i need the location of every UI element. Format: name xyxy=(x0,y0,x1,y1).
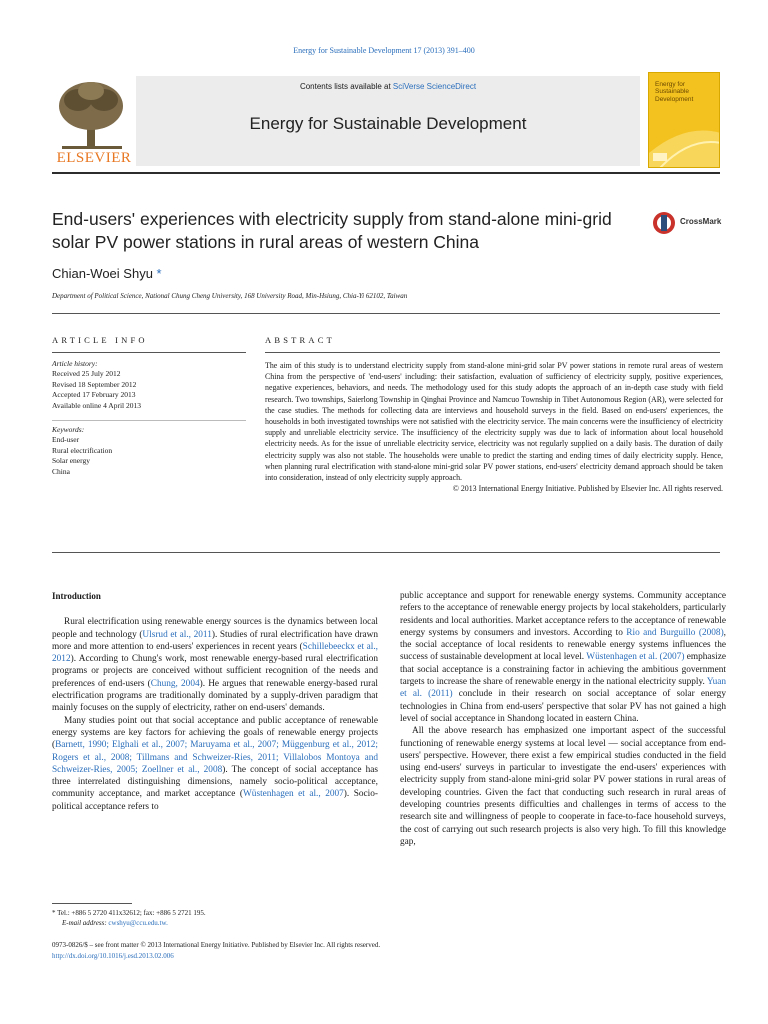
history-online: Available online 4 April 2013 xyxy=(52,400,142,410)
paper-title: End-users' experiences with electricity supply from stand-alone mini-grid solar PV power stations in rural areas of western China xyxy=(52,209,612,252)
abstract-body xyxy=(265,360,723,494)
keyword-item: China xyxy=(52,466,70,476)
citation-link[interactable]: Schillebeeckx et al., 2012 xyxy=(52,641,378,665)
citation-link[interactable]: Rio and Burguillo (2008) xyxy=(626,627,724,638)
body-paragraph: Many studies point out that social acceptance and public acceptance of renewable energy systems are key factors for achieving the goals of renewable energy projects (Barnett, 1990; Elghali et al., 2007; Maruyama et al., 2007; Müggenburg et al., 2012; Rogers et al., 2008; Tillmans and Schweizer-Ries, 2011; Villalobos Montoya and Schweizer-Ries, 2005; Zoellner et al., 2008). The concept of social acceptance has three interrelated distinguishing dimensions, namely socio-political acceptance, community acceptance, and market acceptance (Wüstenhagen et al., 2007). Socio-political acceptance refers to xyxy=(52,715,378,812)
journal-title[interactable]: Energy for Sustainable Development xyxy=(249,114,527,133)
header-rule xyxy=(52,172,720,174)
body-paragraph: All the above research has emphasized one important aspect of the successful functioning of renewable energy systems at local level — social acceptance from end-users' perspective. However, there exist a few empirical studies conducted in the field using end-users' surveys in particular to investigate the end-users' experiences with electricity supply from stand-alone mini-grid solar PV power stations in rural areas of developing countries. Given the fact that conducting such research in rural areas of developing countries presents difficulties and challenges in terms of access to the research site and willingness of people to cooperate in face-to-face household surveys, the cost of carrying out such research projects is also very high. To fill this knowledge gap, xyxy=(400,726,726,847)
abstract-copyright: © 2013 International Energy Initiative. Published by Elsevier Inc. All rights reserved. xyxy=(452,484,723,494)
author-footnote xyxy=(52,908,378,928)
author-email-link[interactable]: cwshyu@ccu.edu.tw. xyxy=(108,919,168,927)
history-label: Article history: xyxy=(52,359,98,368)
journal-cover-thumbnail[interactable] xyxy=(648,72,720,168)
citation-link[interactable]: Wüstenhagen et al., 2007 xyxy=(243,789,344,800)
corresponding-author-mark[interactable]: * xyxy=(156,266,162,281)
body-column-left xyxy=(52,590,378,813)
crossmark-icon xyxy=(652,209,676,237)
author-name: Chian-Woei Shyu xyxy=(52,266,153,281)
history-accepted: Accepted 17 February 2013 xyxy=(52,390,136,400)
article-history xyxy=(52,359,246,411)
body-paragraph: Rural electrification using renewable energy sources is the dynamics between local people and technology (Ulsrud et al., 2011). Studies of rural electrification have drawn more and more attention to end-users' experiences in recent years (Schillebeeckx et al., 2012). According to Chung's work, most renewable energy-based rural electrification programs or projects are conceived without sufficient recognition of the needs and preferences of end-users (Chung, 2004). He argues that renewable energy-based rural electrification programs are traditionally dominated by a supply-driven paradigm that mainly focuses on the supply of electricity, rather on end-users' demands. xyxy=(52,617,378,714)
article-info-heading: ARTICLE INFO xyxy=(52,335,148,345)
journal-citation[interactable]: Energy for Sustainable Development 17 (2013) 391–400 xyxy=(293,46,475,55)
email-label: E-mail address: xyxy=(62,919,109,927)
issn-line: 0973-0826/$ – see front matter © 2013 International Energy Initiative. Published by Elsevier Inc. All rights reserved. xyxy=(52,941,381,949)
citation-link[interactable]: Ulsrud et al., 2011 xyxy=(142,629,212,640)
footnote-rule xyxy=(52,903,132,904)
article-info-rule xyxy=(52,352,246,353)
history-received: Received 25 July 2012 xyxy=(52,369,121,379)
introduction-heading: Introduction xyxy=(52,591,101,601)
citation-link[interactable]: Wüstenhagen et al. (2007) xyxy=(586,652,685,663)
keywords-label: Keywords: xyxy=(52,425,85,434)
section-rule xyxy=(52,313,720,314)
front-matter xyxy=(52,940,720,962)
doi-link[interactable]: http://dx.doi.org/10.1016/j.esd.2013.02.006 xyxy=(52,952,174,960)
citation-link[interactable]: Chung, 2004 xyxy=(150,678,200,689)
info-divider xyxy=(52,420,246,421)
citation-link[interactable]: Barnett, 1990; Elghali et al., 2007; Maruyama et al., 2007; Müggenburg et al., 2012; Rogers et al., 2008; Tillmans and Schweizer-Ries, 2011; Villalobos Montoya and Schweizer-Ries, 2005; Zoellner et al., 2008 xyxy=(52,740,378,775)
affiliation: Department of Political Science, National Chung Cheng University, 168 University Road, Min-Hsiung, Chia-Yi 62102, Taiwan xyxy=(52,292,408,300)
body-paragraph: public acceptance and support for renewable energy systems. Community acceptance refers to the acceptance of renewable energy projects by local stakeholders, particularly residents and local authorities. Market acceptance refers to the acceptance of renewable energy systems by consumers and investors. According to Rio and Burguillo (2008), the social acceptance of local residents to renewable energy systems influences the success of sustainable development at local level. Wüstenhagen et al. (2007) emphasize that social acceptance is a constraining factor in achieving the ambitious government targets to increase the share of renewable energy in the national electricity supply. Yuan et al. (2011) conclude in their research on social acceptance of solar energy technologies in China from end-users' perspective that solar PV has not gained a high level of social acceptance in Shandong located in eastern China. xyxy=(400,591,726,724)
contents-line xyxy=(136,82,640,91)
keyword-item: Solar energy xyxy=(52,456,90,466)
footnote-contact: * Tel.: +886 5 2720 411x32612; fax: +886 5 2721 195. xyxy=(52,909,206,917)
abstract-heading: ABSTRACT xyxy=(265,335,335,345)
keywords xyxy=(52,425,246,477)
publisher-wordmark: ELSEVIER xyxy=(56,150,132,166)
citation-link[interactable]: Yuan et al. (2011) xyxy=(400,677,726,700)
abstract-bottom-rule xyxy=(52,552,720,553)
keyword-item: End-user xyxy=(52,435,80,445)
history-revised: Revised 18 September 2012 xyxy=(52,379,137,389)
body-column-right xyxy=(400,590,726,848)
journal-band xyxy=(136,76,640,166)
abstract-rule xyxy=(265,352,720,353)
cover-title: Energy for Sustainable Development xyxy=(655,81,694,103)
cover-badge xyxy=(653,153,667,161)
contents-prefix: Contents lists available at xyxy=(299,82,393,91)
footnote-email-line xyxy=(52,918,378,928)
abstract-text: The aim of this study is to understand electricity supply from stand-alone mini-grid solar PV power stations in remote rural areas of western China from the perspective of 'end-users' including: their satisfaction, evaluation of sufficiency of electricity supply, positive experiences, negative experiences, behaviors, and needs. The methodology used for this study adopts the approach of an in-depth case study with field research. Two townships, Saierlong Township in Qinghai Province and Namcuo Township in Tibet Autonomous Region (AR), were selected for the case studies. The methods for collecting data are interviews and household surveys in the field. Based on end-users' experiences, the households in both investigated townships were not satisfied with the electricity service. The main concerns were the insufficiency of electricity supply and unreliable electricity service. The insufficiency of the electricity supply was due to lack of information about local household electricity needs. As for the issue of unreliable electricity service, electricity was not regularly supplied on a daily basis. The duration of daily electricity supply was also not stable. The households were unable to predict the starting and ending times of daily electricity supply. Hence, when planning rural electrification with stand-alone mini-grid solar PV power stations, end-users' electricity demand approach should be taken into consideration, instead of only electricity supply approach. xyxy=(265,361,723,483)
crossmark-button[interactable] xyxy=(652,209,732,237)
crossmark-label: CrossMark xyxy=(680,217,722,226)
keyword-item: Rural electrification xyxy=(52,445,113,455)
journal-masthead xyxy=(52,72,720,168)
sciencedirect-link[interactable]: SciVerse ScienceDirect xyxy=(392,82,477,91)
author-line xyxy=(52,266,162,281)
